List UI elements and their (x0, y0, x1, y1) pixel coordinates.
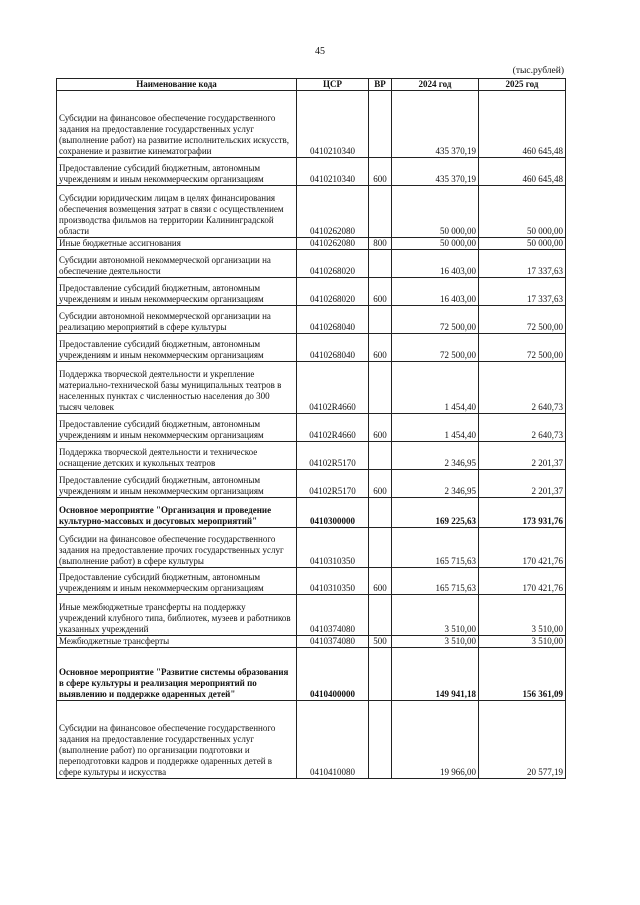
cell-y2025: 72 500,00 (479, 306, 566, 334)
cell-y2024: 1 454,40 (392, 362, 479, 414)
cell-y2024: 435 370,19 (392, 91, 479, 158)
cell-name: Предоставление субсидий бюджетным, автономным учреждениям и иным некоммерческим организациям (57, 278, 297, 306)
table-row (57, 158, 566, 186)
cell-y2025: 170 421,76 (479, 568, 566, 595)
cell-y2024: 16 403,00 (392, 250, 479, 278)
cell-vr: 600 (369, 568, 392, 595)
cell-y2025: 17 337,63 (479, 278, 566, 306)
cell-csr: 0410268040 (297, 334, 369, 362)
cell-y2025: 2 640,73 (479, 414, 566, 442)
cell-name: Основное мероприятие "Организация и проведение культурно-массовых и досуговых мероприятий" (57, 498, 297, 528)
table-row (57, 636, 566, 648)
cell-vr (369, 498, 392, 528)
cell-y2024: 2 346,95 (392, 470, 479, 498)
page-number: 45 (315, 46, 325, 57)
cell-y2024: 3 510,00 (392, 595, 479, 636)
table-row (57, 250, 566, 278)
cell-csr: 0410268040 (297, 306, 369, 334)
cell-name: Субсидии на финансовое обеспечение государственного задания на предоставление государственных услуг (выполнение работ) по организации подготовки и переподготовки кадров и поддержке одаренных детей в сфере культуры и искусства (57, 701, 297, 779)
cell-y2025: 170 421,76 (479, 528, 566, 568)
cell-csr: 04102R5170 (297, 442, 369, 470)
cell-vr (369, 648, 392, 701)
cell-vr (369, 528, 392, 568)
cell-name: Предоставление субсидий бюджетным, автономным учреждениям и иным некоммерческим организациям (57, 334, 297, 362)
header-2025: 2025 год (479, 79, 566, 91)
cell-y2024: 72 500,00 (392, 334, 479, 362)
cell-name: Предоставление субсидий бюджетным, автономным учреждениям и иным некоммерческим организациям (57, 158, 297, 186)
cell-vr: 600 (369, 158, 392, 186)
cell-y2025: 3 510,00 (479, 595, 566, 636)
cell-y2024: 19 966,00 (392, 701, 479, 779)
cell-y2025: 50 000,00 (479, 186, 566, 238)
cell-y2025: 156 361,09 (479, 648, 566, 701)
cell-y2024: 435 370,19 (392, 158, 479, 186)
table-row (57, 362, 566, 414)
cell-vr (369, 442, 392, 470)
cell-name: Субсидии автономной некоммерческой организации на обеспечение деятельности (57, 250, 297, 278)
cell-vr (369, 306, 392, 334)
cell-vr: 600 (369, 334, 392, 362)
cell-y2025: 72 500,00 (479, 334, 566, 362)
cell-name: Предоставление субсидий бюджетным, автономным учреждениям и иным некоммерческим организациям (57, 414, 297, 442)
cell-y2025: 17 337,63 (479, 250, 566, 278)
cell-y2024: 3 510,00 (392, 636, 479, 648)
cell-csr: 0410262080 (297, 186, 369, 238)
table-row (57, 648, 566, 701)
cell-csr: 0410410080 (297, 701, 369, 779)
table-row (57, 595, 566, 636)
header-2024: 2024 год (392, 79, 479, 91)
cell-y2025: 460 645,48 (479, 91, 566, 158)
cell-name: Предоставление субсидий бюджетным, автономным учреждениям и иным некоммерческим организациям (57, 568, 297, 595)
cell-vr (369, 250, 392, 278)
table-row (57, 238, 566, 250)
table-row (57, 528, 566, 568)
cell-vr (369, 701, 392, 779)
cell-csr: 04102R4660 (297, 362, 369, 414)
cell-vr: 800 (369, 238, 392, 250)
cell-csr: 0410262080 (297, 238, 369, 250)
cell-y2025: 173 931,76 (479, 498, 566, 528)
cell-vr: 600 (369, 414, 392, 442)
cell-vr (369, 186, 392, 238)
cell-vr (369, 595, 392, 636)
table-row (57, 701, 566, 779)
cell-y2025: 50 000,00 (479, 238, 566, 250)
cell-vr: 600 (369, 278, 392, 306)
table-row (57, 278, 566, 306)
cell-y2025: 2 640,73 (479, 362, 566, 414)
cell-y2024: 1 454,40 (392, 414, 479, 442)
header-vr: ВР (369, 79, 392, 91)
table-row (57, 186, 566, 238)
cell-vr (369, 91, 392, 158)
cell-y2024: 50 000,00 (392, 238, 479, 250)
units-label: (тыс.рублей) (512, 66, 564, 76)
cell-name: Иные межбюджетные трансферты на поддержку учреждений клубного типа, библиотек, музеев и работников указанных учреждений (57, 595, 297, 636)
cell-vr: 600 (369, 470, 392, 498)
cell-y2025: 20 577,19 (479, 701, 566, 779)
budget-table (56, 78, 566, 779)
table-body (57, 91, 566, 779)
table-row (57, 470, 566, 498)
table-row (57, 442, 566, 470)
cell-y2024: 165 715,63 (392, 568, 479, 595)
cell-y2024: 2 346,95 (392, 442, 479, 470)
header-name: Наименование кода (57, 79, 297, 91)
cell-name: Предоставление субсидий бюджетным, автономным учреждениям и иным некоммерческим организациям (57, 470, 297, 498)
cell-csr: 0410374080 (297, 636, 369, 648)
cell-name: Поддержка творческой деятельности и укрепление материально-технической базы муниципальных театров в населенных пунктах с численностью населения до 300 тысяч человек (57, 362, 297, 414)
cell-name: Основное мероприятие "Развитие системы образования в сфере культуры и реализация мероприятий по выявлению и поддержке одаренных детей" (57, 648, 297, 701)
cell-csr: 0410268020 (297, 278, 369, 306)
cell-y2024: 50 000,00 (392, 186, 479, 238)
cell-csr: 04102R5170 (297, 470, 369, 498)
cell-csr: 0410268020 (297, 250, 369, 278)
cell-y2024: 149 941,18 (392, 648, 479, 701)
cell-name: Иные бюджетные ассигнования (57, 238, 297, 250)
cell-y2024: 72 500,00 (392, 306, 479, 334)
header-csr: ЦСР (297, 79, 369, 91)
cell-csr: 0410300000 (297, 498, 369, 528)
cell-csr: 0410374080 (297, 595, 369, 636)
table-row (57, 306, 566, 334)
cell-name: Субсидии на финансовое обеспечение государственного задания на предоставление государственных услуг (выполнение работ) на развитие исполнительских искусств, сохранение и развитие кинематографии (57, 91, 297, 158)
cell-csr: 0410400000 (297, 648, 369, 701)
cell-name: Межбюджетные трансферты (57, 636, 297, 648)
cell-y2025: 2 201,37 (479, 470, 566, 498)
cell-vr: 500 (369, 636, 392, 648)
table-row (57, 414, 566, 442)
cell-csr: 0410310350 (297, 528, 369, 568)
table-header-row (57, 79, 566, 91)
cell-csr: 04102R4660 (297, 414, 369, 442)
cell-csr: 0410210340 (297, 91, 369, 158)
table-row (57, 91, 566, 158)
table-row (57, 498, 566, 528)
cell-name: Субсидии юридическим лицам в целях финансирования обеспечения возмещения затрат в связи с осуществлением производства фильмов на территории Калининградской области (57, 186, 297, 238)
cell-y2025: 3 510,00 (479, 636, 566, 648)
cell-y2025: 460 645,48 (479, 158, 566, 186)
cell-name: Субсидии на финансовое обеспечение государственного задания на предоставление прочих государственных услуг (выполнение работ) в сфере культуры (57, 528, 297, 568)
cell-y2024: 16 403,00 (392, 278, 479, 306)
cell-vr (369, 362, 392, 414)
cell-y2024: 165 715,63 (392, 528, 479, 568)
cell-name: Поддержка творческой деятельности и техническое оснащение детских и кукольных театров (57, 442, 297, 470)
table-row (57, 568, 566, 595)
cell-name: Субсидии автономной некоммерческой организации на реализацию мероприятий в сфере культуры (57, 306, 297, 334)
table-row (57, 334, 566, 362)
cell-y2024: 169 225,63 (392, 498, 479, 528)
cell-csr: 0410210340 (297, 158, 369, 186)
cell-y2025: 2 201,37 (479, 442, 566, 470)
cell-csr: 0410310350 (297, 568, 369, 595)
